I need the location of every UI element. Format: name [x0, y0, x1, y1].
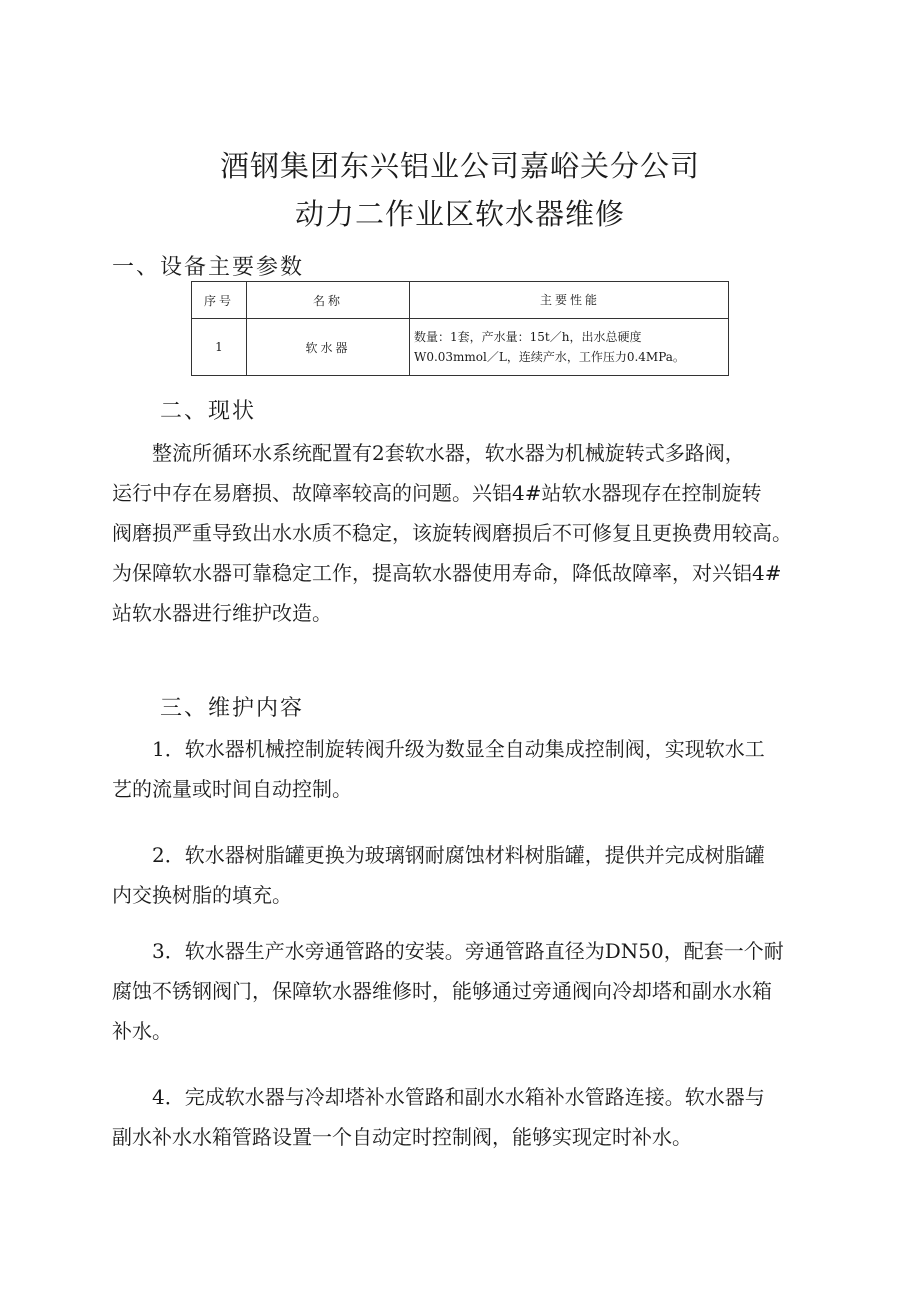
paragraph-line: 副水补水水箱管路设置一个自动定时控制阀，能够实现定时补水。 — [112, 1125, 692, 1149]
paragraph-line: 1．软水器机械控制旋转阀升级为数显全自动集成控制阀，实现软水工 — [112, 737, 765, 761]
paragraph-line: 腐蚀不锈钢阀门，保障软水器维修时，能够通过旁通阀向冷却塔和副水水箱 — [112, 979, 772, 1003]
cell-no: 1 — [192, 319, 247, 376]
table-row — [192, 319, 729, 376]
maintenance-item-3 — [112, 931, 812, 1051]
status-paragraph — [112, 433, 812, 633]
equipment-parameters-table — [191, 281, 729, 376]
maintenance-item-1 — [112, 729, 812, 809]
paragraph-line: 站软水器进行维护改造。 — [112, 601, 332, 625]
paragraph-line: 运行中存在易磨损、故障率较高的问题。兴铝4#站软水器现存在控制旋转 — [112, 481, 762, 505]
header-performance: 主要性能 — [410, 282, 729, 319]
paragraph-line: 艺的流量或时间自动控制。 — [112, 777, 352, 801]
paragraph-line: 2．软水器树脂罐更换为玻璃钢耐腐蚀材料树脂罐，提供并完成树脂罐 — [112, 843, 765, 867]
paragraph-line: 3．软水器生产水旁通管路的安装。旁通管路直径为DN50，配套一个耐 — [112, 939, 784, 963]
header-no: 序号 — [192, 282, 247, 319]
performance-line: W0.03mmol／L，连续产水，工作压力0.4MPa。 — [414, 350, 685, 364]
maintenance-item-4 — [112, 1077, 812, 1157]
cell-name: 软水器 — [247, 319, 410, 376]
document-title-line1: 酒钢集团东兴铝业公司嘉峪关分公司 — [219, 149, 700, 183]
section1-heading: 一、设备主要参数 — [112, 255, 305, 280]
table-header-row — [192, 282, 729, 319]
performance-line: 数量：1套，产水量：15t／h，出水总硬度 — [414, 330, 642, 344]
paragraph-line: 整流所循环水系统配置有2套软水器，软水器为机械旋转式多路阀， — [112, 441, 745, 465]
document-title-line2: 动力二作业区软水器维修 — [294, 197, 625, 231]
header-name: 名称 — [247, 282, 410, 319]
cell-performance — [410, 319, 729, 376]
maintenance-item-2 — [112, 835, 812, 915]
paragraph-line: 4．完成软水器与冷却塔补水管路和副水水箱补水管路连接。软水器与 — [112, 1085, 765, 1109]
paragraph-line: 补水。 — [112, 1019, 172, 1043]
section3-heading: 三、维护内容 — [160, 696, 305, 721]
paragraph-line: 内交换树脂的填充。 — [112, 883, 292, 907]
paragraph-line: 阀磨损严重导致出水水质不稳定，该旋转阀磨损后不可修复且更换费用较高。 — [112, 521, 792, 545]
paragraph-line: 为保障软水器可靠稳定工作，提高软水器使用寿命，降低故障率，对兴铝4# — [112, 561, 782, 585]
section2-heading: 二、现状 — [160, 399, 257, 424]
